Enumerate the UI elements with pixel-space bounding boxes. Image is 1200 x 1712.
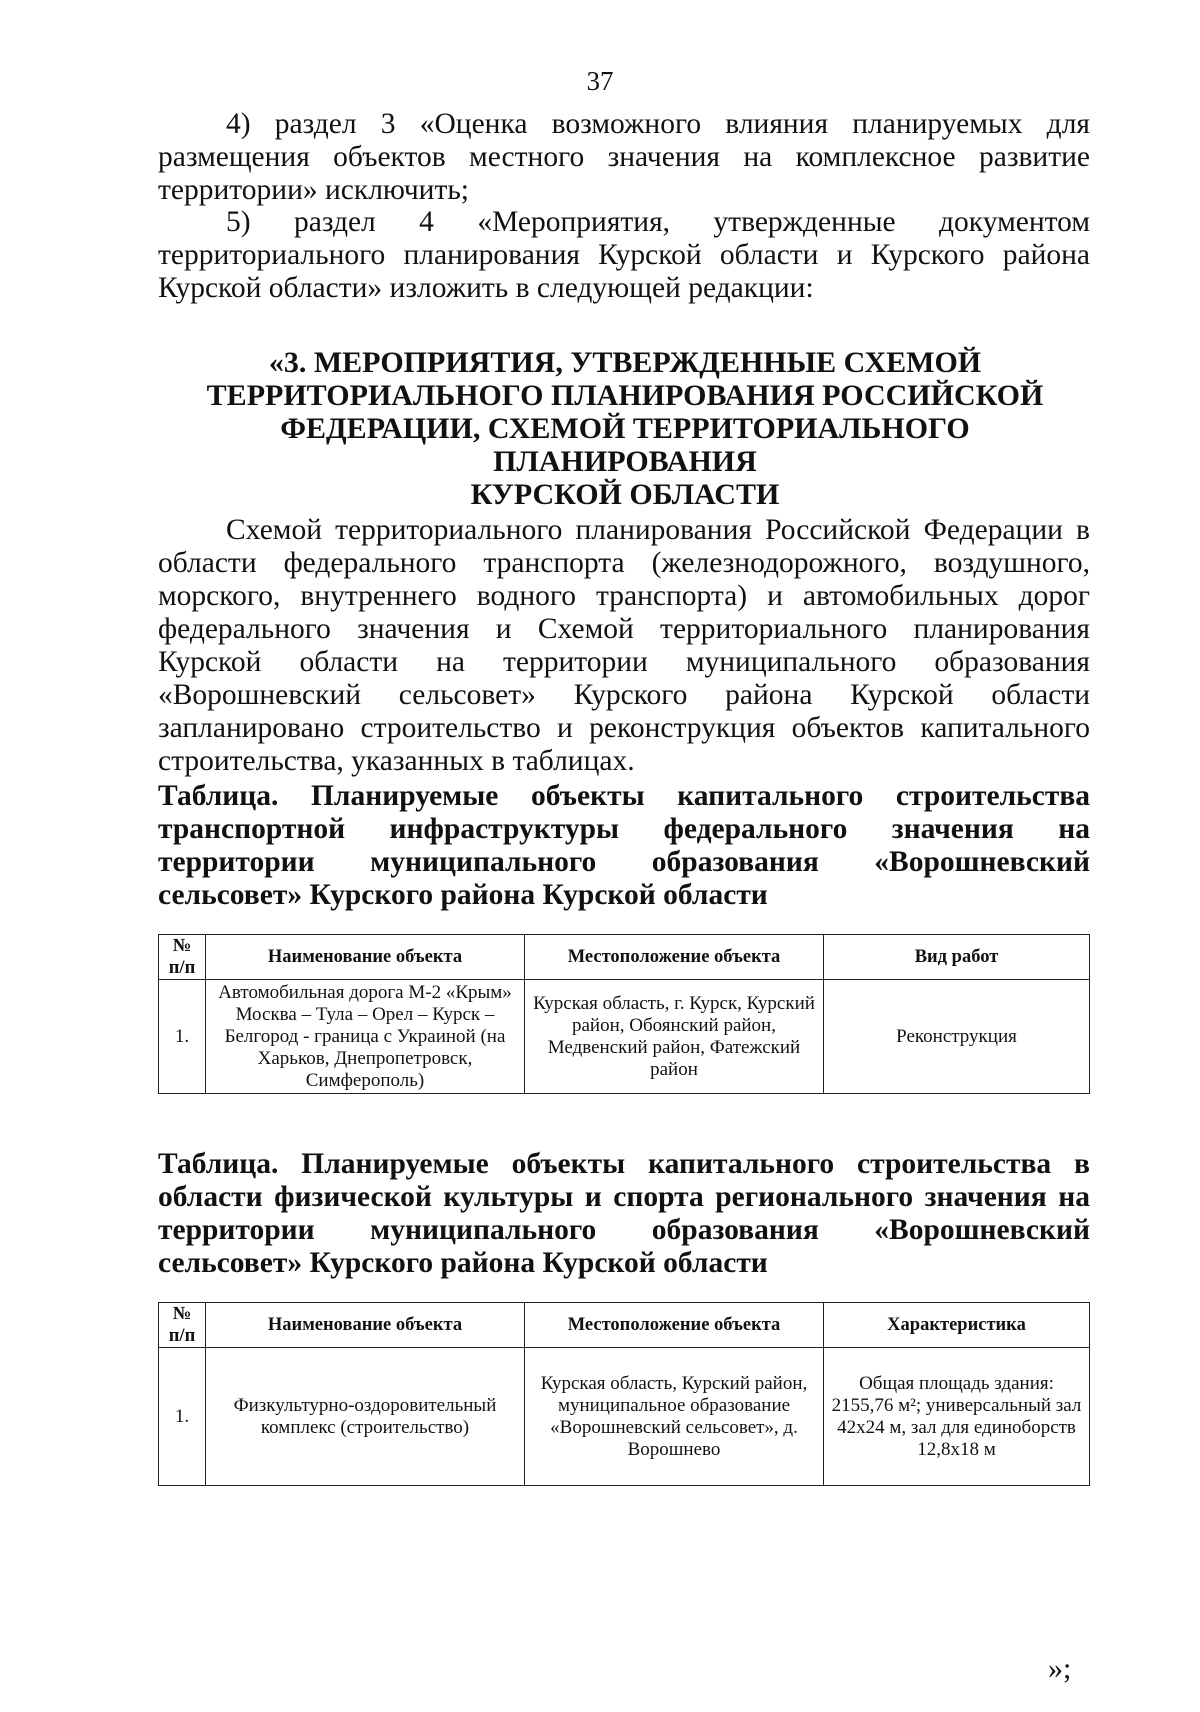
section-heading: [150, 346, 1100, 511]
cell-name: Физкультурно-оздоровительный комплекс (строительство): [206, 1348, 525, 1486]
col-header-location: Местоположение объекта: [525, 935, 824, 980]
table-sport: [158, 1302, 1090, 1486]
col-header-number: № п/п: [159, 1303, 206, 1348]
col-header-name: Наименование объекта: [206, 1303, 525, 1348]
cell-name: Автомобильная дорога М-2 «Крым» Москва – Тула – Орел – Курск – Белгород - граница с Украиной (на Харьков, Днепропетровск, Симферополь): [206, 980, 525, 1094]
page-number: 37: [586, 66, 614, 96]
table-header-row: [159, 935, 1090, 980]
cell-location: Курская область, Курский район, муниципальное образование «Ворошневский сельсовет», д. Ворошнево: [525, 1348, 824, 1486]
heading-line: «3. МЕРОПРИЯТИЯ, УТВЕРЖДЕННЫЕ СХЕМОЙ: [268, 346, 982, 379]
col-header-number: № п/п: [159, 935, 206, 980]
cell-number: 1.: [159, 1348, 206, 1486]
table-header-row: [159, 1303, 1090, 1348]
closing-quote: »;: [1048, 1652, 1072, 1685]
cell-characteristics: Общая площадь здания: 2155,76 м²; универсальный зал 42х24 м, зал для единоборств 12,8х18 м: [824, 1348, 1090, 1486]
table2-caption: Таблица. Планируемые объекты капитального строительства в области физической культуры и спорта регионального значения на территории муниципального образования «Ворошневский сельсовет» Курского района Курской области: [158, 1148, 1090, 1279]
heading-line: ФЕДЕРАЦИИ, СХЕМОЙ ТЕРРИТОРИАЛЬНОГО ПЛАНИРОВАНИЯ: [280, 412, 970, 478]
col-header-work-type: Вид работ: [824, 935, 1090, 980]
table-row: [159, 980, 1090, 1094]
table-row: [159, 1348, 1090, 1486]
heading-line: КУРСКОЙ ОБЛАСТИ: [470, 478, 780, 511]
col-header-location: Местоположение объекта: [525, 1303, 824, 1348]
intro-paragraph: Схемой территориального планирования Российской Федерации в области федерального транспорта (железнодорожного, воздушного, морского, внутреннего водного транспорта) и автомобильных дорог федерального значения и Схемой территориального планирования Курской области на территории муниципального образования «Ворошневский сельсовет» Курского района Курской области запланировано строительство и реконструкция объектов капитального строительства, указанных в таблицах.: [158, 514, 1090, 777]
cell-location: Курская область, г. Курск, Курский район, Обоянский район, Медвенский район, Фатежский район: [525, 980, 824, 1094]
table1-caption: Таблица. Планируемые объекты капитального строительства транспортной инфраструктуры федерального значения на территории муниципального образования «Ворошневский сельсовет» Курского района Курской области: [158, 780, 1090, 911]
table-transport: [158, 934, 1090, 1094]
heading-line: ТЕРРИТОРИАЛЬНОГО ПЛАНИРОВАНИЯ РОССИЙСКОЙ: [206, 379, 1044, 412]
paragraph-item-4: 4) раздел 3 «Оценка возможного влияния планируемых для размещения объектов местного значения на комплексное развитие территории» исключить;: [158, 108, 1090, 206]
paragraph-item-5: 5) раздел 4 «Мероприятия, утвержденные документом территориального планирования Курской области и Курского района Курской области» изложить в следующей редакции:: [158, 206, 1090, 304]
cell-number: 1.: [159, 980, 206, 1094]
col-header-name: Наименование объекта: [206, 935, 525, 980]
cell-work-type: Реконструкция: [824, 980, 1090, 1094]
col-header-characteristics: Характеристика: [824, 1303, 1090, 1348]
